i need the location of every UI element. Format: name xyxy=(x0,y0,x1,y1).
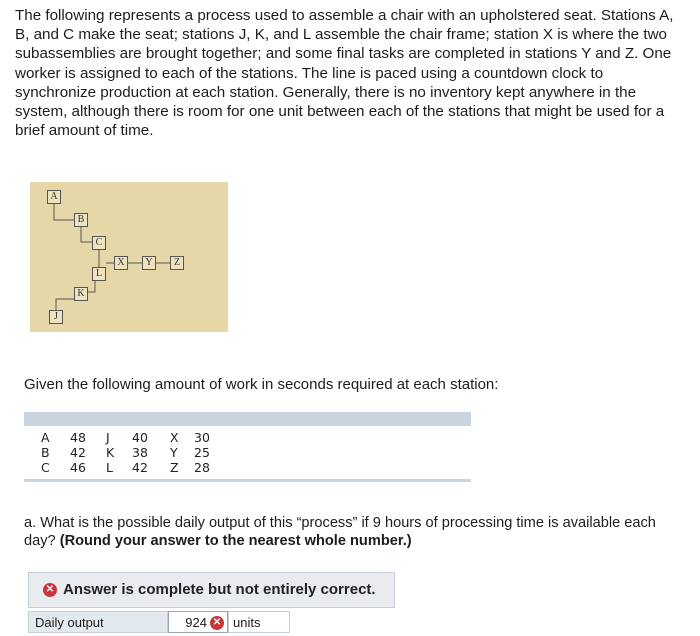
work-time-table xyxy=(24,412,471,482)
question-a xyxy=(24,514,664,550)
answer-status-text: Answer is complete but not entirely correct. xyxy=(63,581,376,598)
table-station: Z xyxy=(170,460,179,475)
daily-output-label: Daily output xyxy=(28,611,168,633)
incorrect-x-icon: ✕ xyxy=(210,616,224,630)
question-text: a. What is the possible daily output of this “process” if 9 hours of processing time is available each day? xyxy=(24,515,656,549)
daily-output-input[interactable] xyxy=(168,611,228,633)
table-station: J xyxy=(106,430,110,445)
station-B: B xyxy=(74,213,88,227)
station-X: X xyxy=(114,256,128,270)
table-time: 30 xyxy=(194,430,210,445)
station-K: K xyxy=(74,287,88,301)
daily-output-value: 924 xyxy=(185,615,207,630)
table-time: 28 xyxy=(194,460,210,475)
station-Z: Z xyxy=(170,256,184,270)
table-footer-bar xyxy=(24,479,471,482)
problem-intro: The following represents a process used to assemble a chair with an upholstered seat. Stations A, B, and C make the seat; stations J, K, and L assemble the chair frame; station X is where the two subassemblies are brought together; and some final tasks are completed in stations Y and Z. One worker is assigned to each of the stations. The line is paced using a countdown clock to synchronize production at each station. Generally, there is no inventory kept anywhere in the system, although there is room for one unit between each of the stations that might be used for a brief amount of time. xyxy=(15,7,674,140)
table-station: B xyxy=(41,445,50,460)
table-time: 38 xyxy=(132,445,148,460)
assembly-line-diagram xyxy=(30,182,228,332)
station-L: L xyxy=(92,267,106,281)
table-station: K xyxy=(106,445,115,460)
error-x-icon: ✕ xyxy=(43,583,57,597)
table-time: 40 xyxy=(132,430,148,445)
table-time: 42 xyxy=(70,445,86,460)
given-text: Given the following amount of work in seconds required at each station: xyxy=(24,376,499,393)
table-time: 42 xyxy=(132,460,148,475)
table-time: 25 xyxy=(194,445,210,460)
table-station: X xyxy=(170,430,179,445)
table-station: Y xyxy=(170,445,178,460)
table-station: L xyxy=(106,460,113,475)
table-header-bar xyxy=(24,412,471,426)
table-time: 46 xyxy=(70,460,86,475)
station-C: C xyxy=(92,236,106,250)
daily-output-unit: units xyxy=(228,611,290,633)
table-station: A xyxy=(41,430,50,445)
table-time: 48 xyxy=(70,430,86,445)
table-station: C xyxy=(41,460,50,475)
question-rounding-note: (Round your answer to the nearest whole number.) xyxy=(59,533,412,549)
station-Y: Y xyxy=(142,256,156,270)
station-A: A xyxy=(47,190,61,204)
station-J: J xyxy=(49,310,63,324)
answer-status-banner xyxy=(28,572,395,608)
